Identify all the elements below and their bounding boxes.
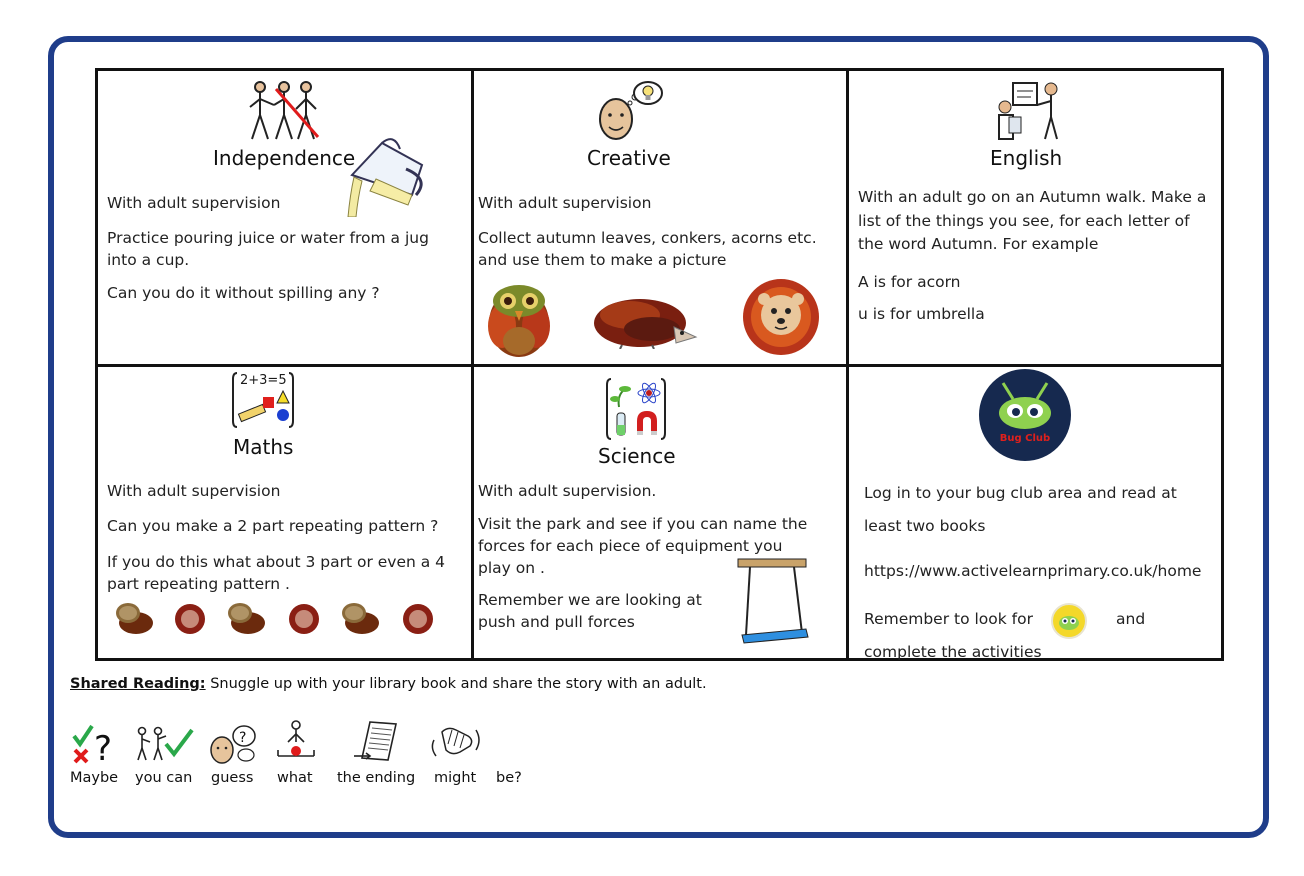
- cell-text: Collect autumn leaves, conkers, acorns etc. and use them to make a picture: [478, 229, 817, 269]
- cell-text: Practice pouring juice or water from a jug into a cup.: [107, 229, 429, 269]
- symbol-word-guess: guess: [211, 770, 254, 786]
- cell-text: A is for acorn: [858, 273, 961, 291]
- cell-title: English: [990, 146, 1063, 170]
- leaf-owl-picture: [482, 271, 556, 361]
- leaf-hedgehog-picture: [592, 297, 698, 349]
- cell-independence: [98, 71, 471, 364]
- might-hand-icon: [428, 722, 482, 762]
- cell-text: Visit the park and see if you can name the forces for each piece of equipment you play on .: [478, 515, 808, 577]
- cell-text: Can you do it without spilling any ?: [107, 284, 380, 302]
- cell-text: Remember to look for: [864, 610, 1033, 628]
- symbol-word-be: be?: [496, 770, 522, 786]
- maybe-tick-cross-icon: [72, 724, 120, 766]
- cell-title: Creative: [587, 146, 671, 170]
- symbol-word-what: what: [277, 770, 313, 786]
- cell-text: With adult supervision: [478, 194, 652, 212]
- shared-reading-text: Snuggle up with your library book and share the story with an adult.: [205, 676, 707, 692]
- science-symbol-icon: [605, 377, 667, 441]
- cell-text: If you do this what about 3 part or even a 4 part repeating pattern .: [107, 553, 446, 593]
- maths-equation-text: 2+3=5: [240, 373, 287, 388]
- cell-title: Science: [598, 444, 676, 468]
- bug-club-badge-icon: [1051, 603, 1087, 639]
- you-can-icon: [136, 726, 194, 762]
- swing-icon: [736, 555, 812, 647]
- maths-symbol-icon: [231, 371, 295, 429]
- cell-text: and: [1116, 610, 1146, 628]
- cell-text: With adult supervision: [107, 194, 281, 212]
- bug-club-logo: [979, 369, 1071, 461]
- bug-club-url-link[interactable]: https://www.activelearnprimary.co.uk/home: [864, 562, 1202, 580]
- teacher-whiteboard-icon: [993, 79, 1063, 145]
- cell-text: u is for umbrella: [858, 305, 985, 323]
- shared-reading-label: Shared Reading:: [70, 676, 206, 692]
- cell-text: With an adult go on an Autumn walk. Make a list of the things you see, for each letter of the word Autumn. For example: [858, 188, 1207, 253]
- cell-bugclub: [849, 367, 1222, 661]
- symbol-word-maybe: Maybe: [70, 770, 119, 786]
- cell-science: [474, 367, 846, 658]
- svg-text:?: ?: [94, 729, 113, 766]
- cell-title: Maths: [233, 435, 294, 459]
- bug-club-logo-text: Bug Club: [999, 433, 1051, 444]
- thinking-face-idea-icon: [594, 81, 664, 145]
- what-icon: [276, 720, 316, 762]
- cell-creative: [474, 71, 846, 364]
- cell-text: complete the activities: [864, 643, 1042, 661]
- cell-text: With adult supervision: [107, 482, 281, 500]
- conker-pattern-picture: [114, 599, 434, 639]
- symbol-word-might: might: [434, 770, 477, 786]
- cell-maths: [98, 367, 471, 658]
- leaf-lion-picture: [742, 267, 820, 365]
- cell-text: Log in to your bug club area and read at least two books: [864, 484, 1177, 535]
- cell-text: With adult supervision.: [478, 482, 657, 500]
- shared-reading-line: [70, 676, 707, 692]
- cell-text: Remember we are looking at push and pull forces: [478, 591, 702, 631]
- symbol-word-the-ending: the ending: [337, 770, 416, 786]
- cell-english: [849, 71, 1222, 364]
- symbol-word-you-can: you can: [135, 770, 193, 786]
- guess-thinking-icon: [208, 724, 256, 764]
- svg-text:?: ?: [239, 730, 247, 746]
- the-ending-book-icon: [352, 720, 400, 764]
- people-independence-icon: [246, 79, 322, 143]
- cell-title: Independence: [213, 146, 356, 170]
- cell-text: Can you make a 2 part repeating pattern ?: [107, 517, 439, 535]
